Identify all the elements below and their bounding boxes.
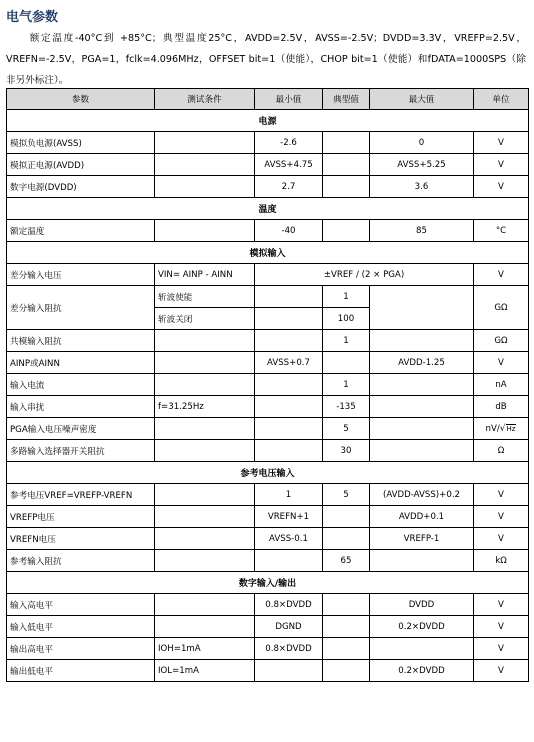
unit-cell: Ω <box>474 440 529 462</box>
param-cell: 参考电压VREF=VREFP-VREFN <box>7 484 155 506</box>
min-cell: AVSS+0.7 <box>255 352 323 374</box>
param-cell: 输入低电平 <box>7 616 155 638</box>
param-cell: AINP或AINN <box>7 352 155 374</box>
max-cell: 3.6 <box>370 176 474 198</box>
header-max: 最大值 <box>370 89 474 110</box>
min-cell: VREFN+1 <box>255 506 323 528</box>
max-cell: 0 <box>370 132 474 154</box>
min-cell: 0.8×DVDD <box>255 638 323 660</box>
typ-cell: 1 <box>323 330 370 352</box>
table-row <box>7 616 529 638</box>
conditions-description <box>6 28 526 91</box>
param-cell: 输出低电平 <box>7 660 155 682</box>
table-row <box>7 220 529 242</box>
table-row <box>7 176 529 198</box>
param-cell: VREFN电压 <box>7 528 155 550</box>
min-cell: 0.8×DVDD <box>255 594 323 616</box>
table-row <box>7 660 529 682</box>
table-row <box>7 330 529 352</box>
max-cell: AVDD-1.25 <box>370 352 474 374</box>
unit-cell: V <box>474 352 529 374</box>
param-cell: 输入电流 <box>7 374 155 396</box>
cond-cell: VIN= AINP - AINN <box>155 264 255 286</box>
table-row <box>7 286 529 308</box>
unit-cell: V <box>474 154 529 176</box>
section-row <box>7 572 529 594</box>
table-row <box>7 418 529 440</box>
section-row <box>7 242 529 264</box>
table-row <box>7 154 529 176</box>
range-cell: ±VREF / (2 × PGA) <box>255 264 474 286</box>
unit-cell: dB <box>474 396 529 418</box>
param-cell: 输入串扰 <box>7 396 155 418</box>
min-cell: AVSS-0.1 <box>255 528 323 550</box>
unit-cell: °C <box>474 220 529 242</box>
typ-cell: 30 <box>323 440 370 462</box>
max-cell: 0.2×DVDD <box>370 616 474 638</box>
min-cell: -40 <box>255 220 323 242</box>
min-cell: 1 <box>255 484 323 506</box>
typ-cell: 1 <box>323 374 370 396</box>
param-cell: 参考输入阻抗 <box>7 550 155 572</box>
header-typ: 典型值 <box>323 89 370 110</box>
unit-cell: V <box>474 616 529 638</box>
section-power: 电源 <box>7 110 529 132</box>
unit-cell: V <box>474 638 529 660</box>
unit-cell: V <box>474 132 529 154</box>
max-cell: AVDD+0.1 <box>370 506 474 528</box>
unit-cell: V <box>474 506 529 528</box>
cond-cell: IOL=1mA <box>155 660 255 682</box>
min-cell: DGND <box>255 616 323 638</box>
param-cell: 输入高电平 <box>7 594 155 616</box>
unit-cell: V <box>474 264 529 286</box>
table-row <box>7 132 529 154</box>
section-analog: 模拟输入 <box>7 242 529 264</box>
min-cell: -2.6 <box>255 132 323 154</box>
cond-cell: f=31.25Hz <box>155 396 255 418</box>
typ-cell: 5 <box>323 484 370 506</box>
unit-cell: kΩ <box>474 550 529 572</box>
unit-cell: nA <box>474 374 529 396</box>
header-unit: 单位 <box>474 89 529 110</box>
section-temp: 温度 <box>7 198 529 220</box>
unit-cell: V <box>474 594 529 616</box>
table-row <box>7 352 529 374</box>
description-text: 额定温度-40°C到 +85°C；典型温度25°C，AVDD=2.5V，AVSS=-2.5V；DVDD=3.3V，VREFP=2.5V，VREFN=-2.5V，PGA=1，fclk=4.096MHz，OFFSET bit=1（使能），CHOP bit=1（使能）和fDATA=1000SPS（除非另外标注）。 <box>6 33 526 86</box>
param-cell: 多路输入选择器开关阻抗 <box>7 440 155 462</box>
header-cond: 测试条件 <box>155 89 255 110</box>
table-row <box>7 550 529 572</box>
section-digital: 数字输入/输出 <box>7 572 529 594</box>
max-cell: 0.2×DVDD <box>370 660 474 682</box>
unit-hz: Hz <box>506 424 516 433</box>
header-min: 最小值 <box>255 89 323 110</box>
spec-table <box>6 88 529 682</box>
typ-cell: 5 <box>323 418 370 440</box>
param-cell: 模拟正电源(AVDD) <box>7 154 155 176</box>
param-cell: VREFP电压 <box>7 506 155 528</box>
header-param: 参数 <box>7 89 155 110</box>
max-cell: DVDD <box>370 594 474 616</box>
unit-cell: V <box>474 176 529 198</box>
param-cell: 数字电源(DVDD) <box>7 176 155 198</box>
param-cell: 差分输入阻抗 <box>7 286 155 330</box>
cond-cell: IOH=1mA <box>155 638 255 660</box>
min-cell: 2.7 <box>255 176 323 198</box>
typ-cell: -135 <box>323 396 370 418</box>
section-row <box>7 198 529 220</box>
max-cell: 85 <box>370 220 474 242</box>
header-row <box>7 89 529 110</box>
unit-cell: GΩ <box>474 330 529 352</box>
max-cell: AVSS+5.25 <box>370 154 474 176</box>
unit-cell <box>474 418 529 440</box>
min-cell: AVSS+4.75 <box>255 154 323 176</box>
unit-prefix: nV/ <box>485 423 500 434</box>
max-cell: VREFP-1 <box>370 528 474 550</box>
max-cell: (AVDD-AVSS)+0.2 <box>370 484 474 506</box>
unit-cell: GΩ <box>474 286 529 330</box>
section-ref: 参考电压输入 <box>7 462 529 484</box>
unit-cell: V <box>474 484 529 506</box>
table-row <box>7 506 529 528</box>
cond-cell: 斩波关闭 <box>155 308 255 330</box>
table-row <box>7 264 529 286</box>
typ-cell: 65 <box>323 550 370 572</box>
unit-cell: V <box>474 660 529 682</box>
section-row <box>7 462 529 484</box>
typ-cell: 1 <box>323 286 370 308</box>
typ-cell: 100 <box>323 308 370 330</box>
table-row <box>7 528 529 550</box>
table-row <box>7 440 529 462</box>
section-row <box>7 110 529 132</box>
table-row <box>7 484 529 506</box>
param-cell: 额定温度 <box>7 220 155 242</box>
param-cell: 模拟负电源(AVSS) <box>7 132 155 154</box>
table-row <box>7 638 529 660</box>
param-cell: PGA输入电压噪声密度 <box>7 418 155 440</box>
table-row <box>7 396 529 418</box>
cond-cell: 斩波使能 <box>155 286 255 308</box>
param-cell: 差分输入电压 <box>7 264 155 286</box>
sqrt-icon: √ <box>499 423 506 434</box>
table-row <box>7 594 529 616</box>
table-row <box>7 374 529 396</box>
param-cell: 共模输入阻抗 <box>7 330 155 352</box>
section-title: 电气参数 <box>6 10 59 25</box>
param-cell: 输出高电平 <box>7 638 155 660</box>
unit-cell: V <box>474 528 529 550</box>
